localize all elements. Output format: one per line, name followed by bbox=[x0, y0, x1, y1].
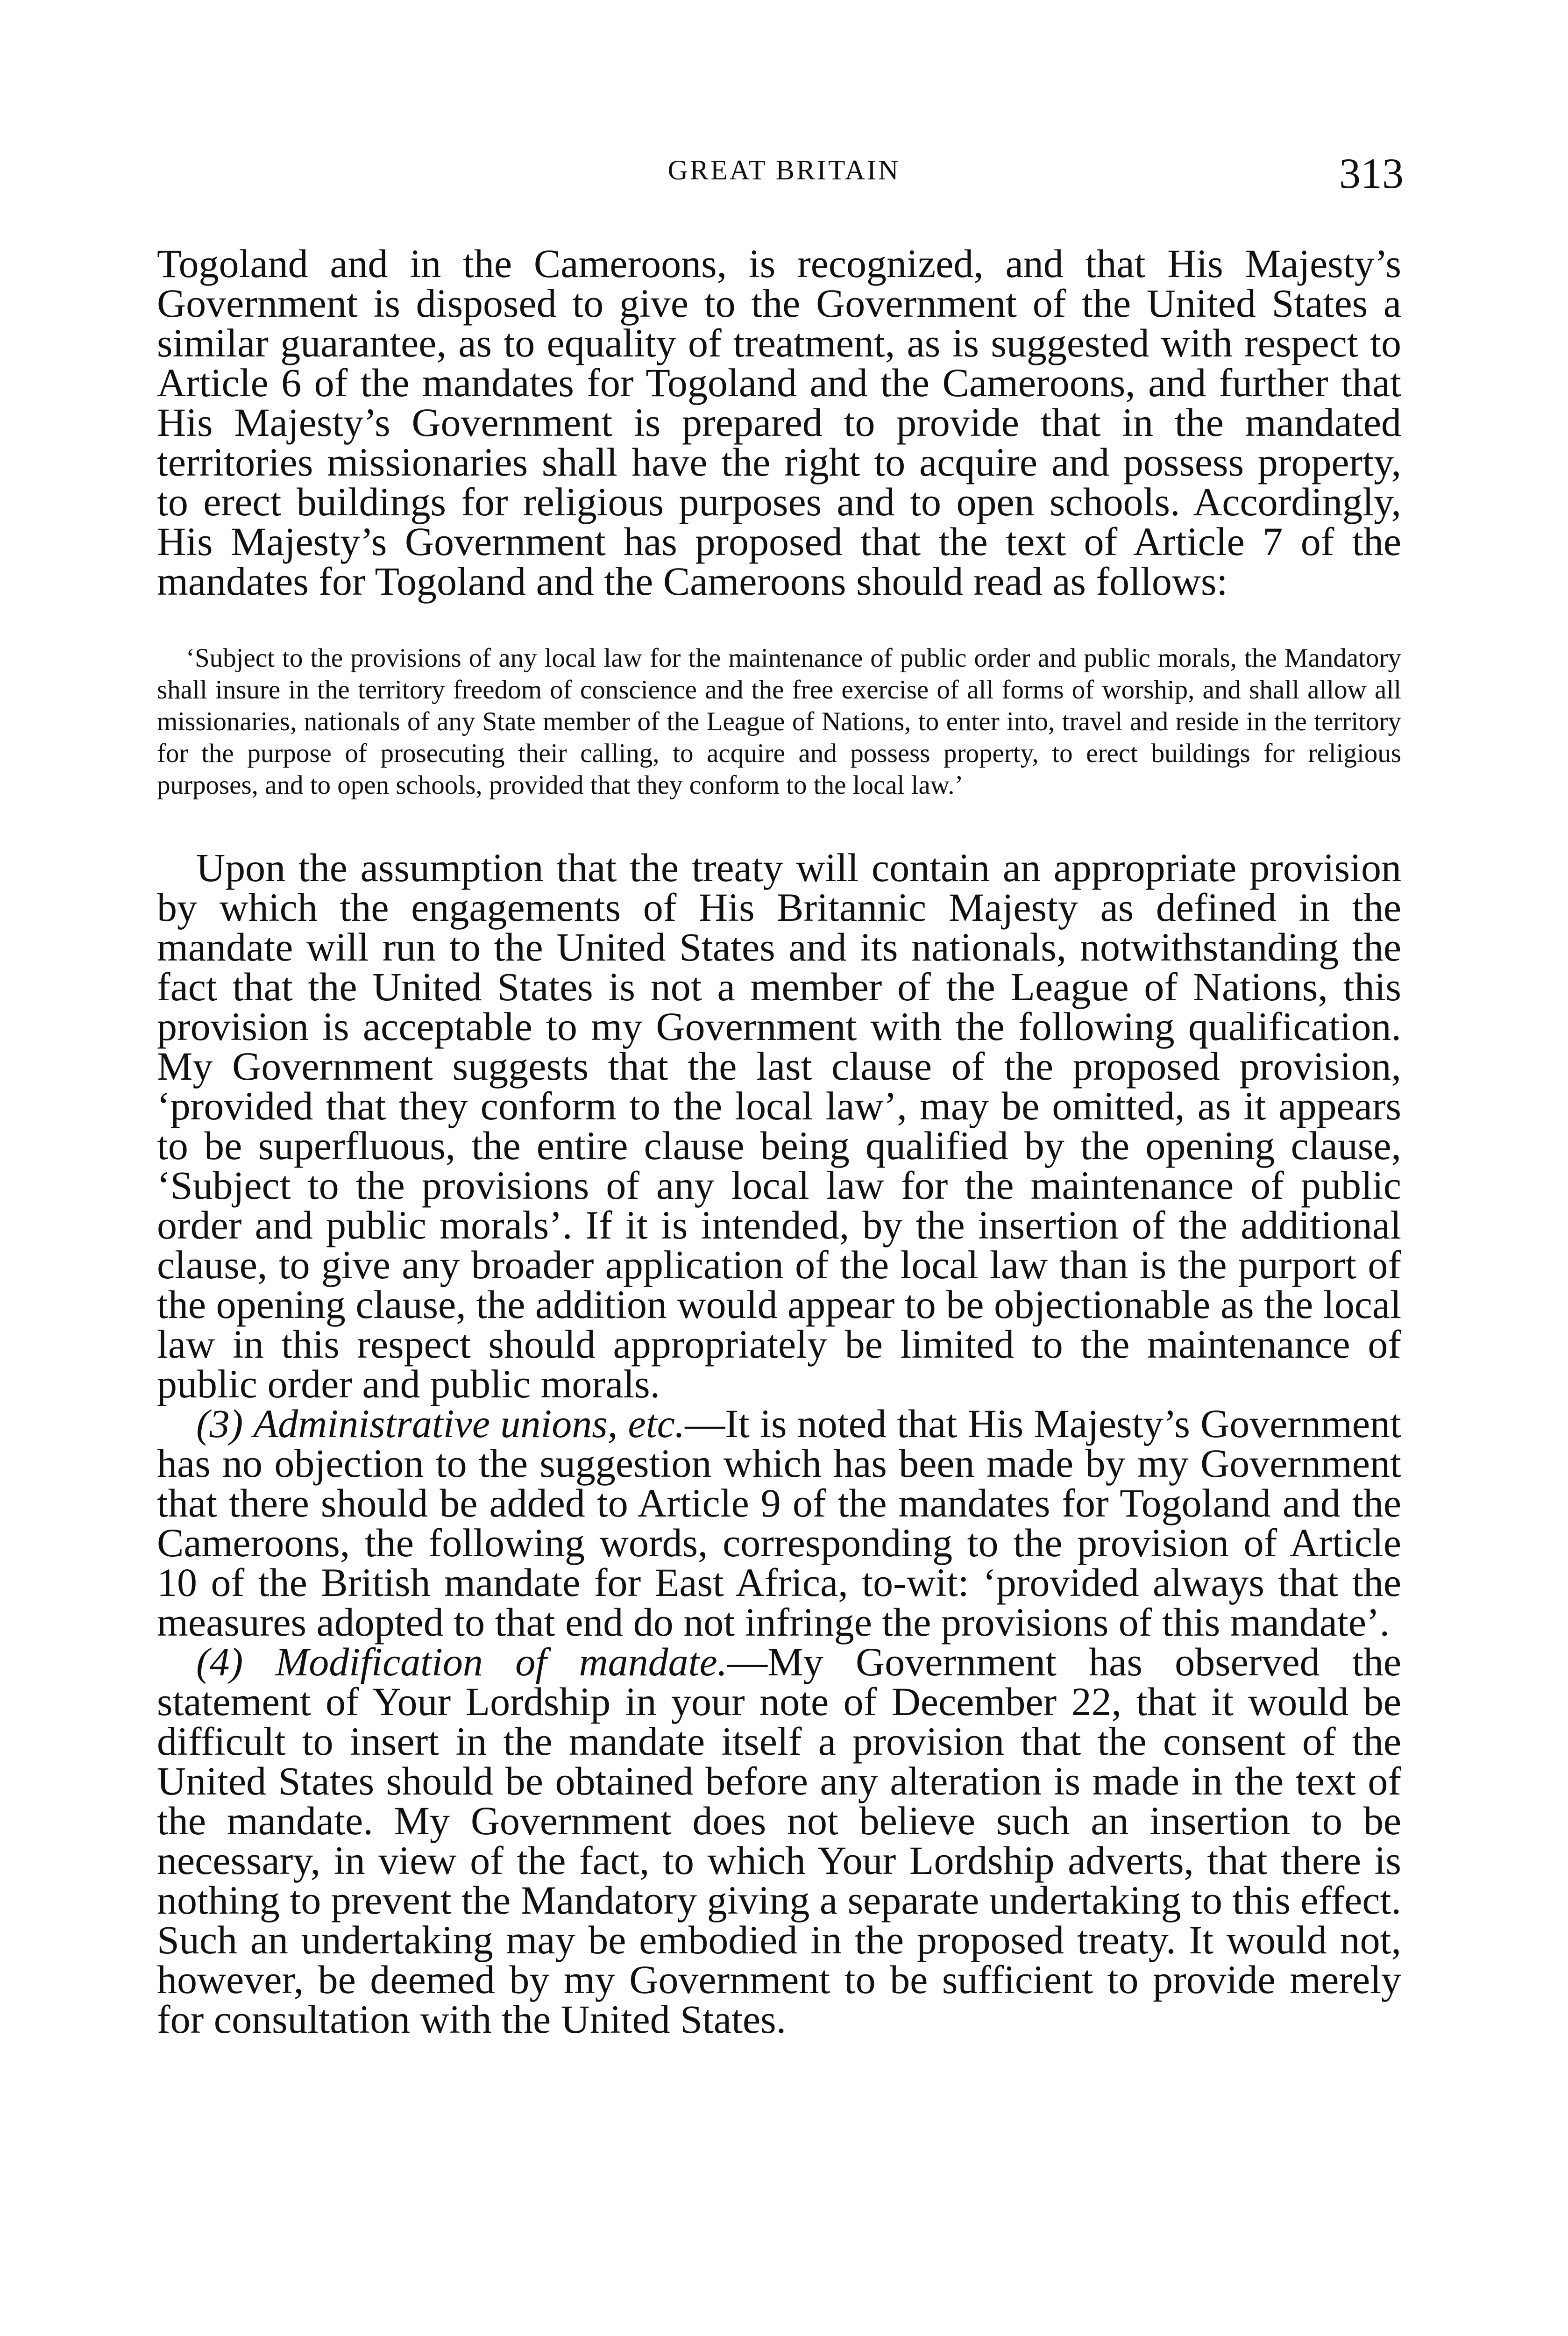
paragraph-modification-of-mandate bbox=[157, 1639, 1402, 2042]
section-text: —My Government has observed the statement of Your Lordship in your note of December 22, that it would be difficult to insert in the mandate itself a provision that the consent of the United States should be obtained before any alteration is made in the text of the mandate. My Government does not believe such an insertion to be necessary, in view of the fact, to which Your Lordship adverts, that there is nothing to prevent the Mandatory giving a separate undertaking to this effect. Such an undertaking may be embodied in the proposed treaty. It would not, however, be deemed by my Government to be sufficient to provide merely for consultation with the United States. bbox=[157, 1639, 1402, 2042]
section-number: (3) bbox=[196, 1401, 243, 1446]
paragraph-administrative-unions bbox=[157, 1401, 1402, 1645]
body-text bbox=[157, 241, 1402, 2042]
paragraph-continuation: Togoland and in the Cameroons, is recognized, and that His Majesty’s Government is disposed to give to the Government of the United States a similar guarantee, as to equality of treatment, as is suggested with respect to Article 6 of the mandates for Togoland and the Cameroons, and further that His Majesty’s Government is prepared to provide that in the mandated territories missionaries shall have the right to acquire and possess property, to erect buildings for religious purposes and to open schools. Accordingly, His Majesty’s Government has proposed that the text of Article 7 of the mandates for Togoland and the Cameroons should read as follows: bbox=[157, 241, 1401, 604]
section-text: —It is noted that His Majesty’s Government has no objection to the suggestion which has been made by my Government that there should be added to Article 9 of the mandates for Togoland and the Cameroons, the following words, corresponding to the provision of Article 10 of the British mandate for East Africa, to-wit: ‘provided always that the measures adopted to that end do not infringe the provisions of this mandate’. bbox=[157, 1401, 1402, 1645]
section-heading: Modification of mandate. bbox=[275, 1639, 728, 1684]
running-head: GREAT BRITAIN bbox=[667, 155, 901, 185]
section-number: (4) bbox=[196, 1639, 243, 1684]
block-quote: ‘Subject to the provisions of any local law for the maintenance of public order and public morals, the Mandatory shall insure in the territory freedom of conscience and the free exercise of all forms of worship, and shall allow all missionaries, nationals of any State member of the League of Nations, to enter into, travel and reside in the territory for the purpose of prosecuting their calling, to acquire and possess property, to erect buildings for religious purposes, and to open schools, provided that they conform to the local law.’ bbox=[157, 643, 1401, 800]
section-heading: Administrative unions, etc. bbox=[253, 1401, 685, 1446]
page-number: 313 bbox=[1339, 150, 1404, 197]
paragraph-qualification: Upon the assumption that the treaty will contain an appropriate provision by which the engagements of His Britannic Majesty as defined in the mandate will run to the United States and its nationals, notwithstanding the fact that the United States is not a member of the League of Nations, this provision is acceptable to my Government with the following qualification. My Government suggests that the last clause of the proposed provision, ‘provided that they conform to the local law’, may be omitted, as it appears to be superfluous, the entire clause being qualified by the opening clause, ‘Subject to the provisions of any local law for the maintenance of public order and public morals’. If it is intended, by the insertion of the additional clause, to give any broader application of the local law than is the purport of the opening clause, the addition would appear to be objectionable as the local law in this respect should appropriately be limited to the maintenance of public order and public morals. bbox=[157, 845, 1401, 1406]
